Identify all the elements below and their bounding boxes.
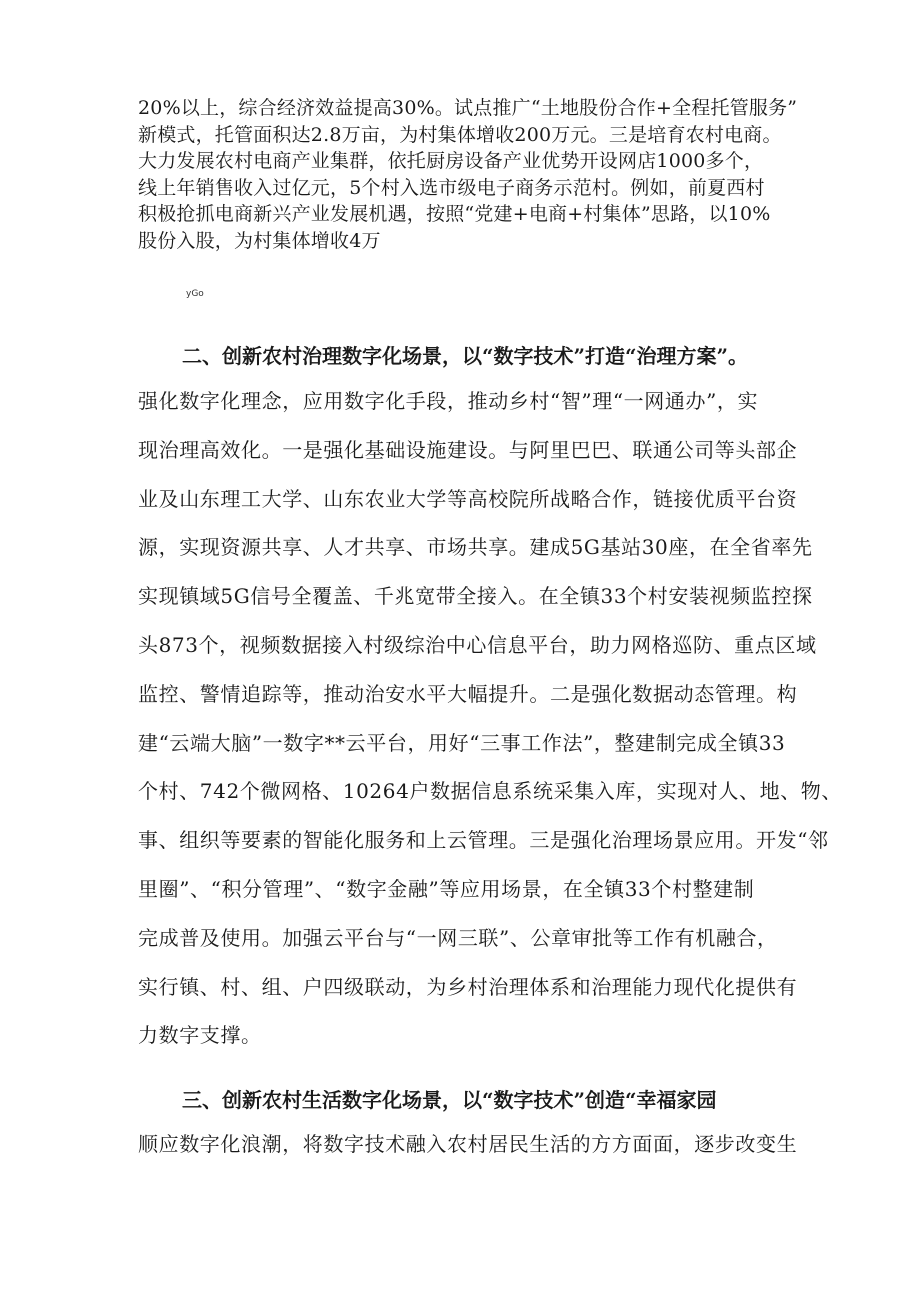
text-line: 现治理高效化。一是强化基础设施建设。与阿里巴巴、联通公司等头部企: [138, 437, 798, 462]
text-line: 头873个，视频数据接入村级综治中心信息平台，助力网格巡防、重点区域: [138, 632, 817, 657]
text-line: 股份入股，为村集体增收4万: [138, 229, 381, 252]
text-line: 个村、742个微网格、10264户数据信息系统采集入库，实现对人、地、物、: [138, 779, 842, 804]
text-line: 源，实现资源共享、人才共享、市场共享。建成5G基站30座，在全省率先: [138, 535, 813, 560]
text-line: 顺应数字化浪潮，将数字技术融入农村居民生活的方方面面，逐步改变生: [138, 1132, 798, 1156]
section-heading-2: 二、创新农村治理数字化场景，以“数字技术”打造“治理方案”。: [182, 344, 749, 368]
text-line: 建“云端大脑”一数字**云平台，用好“三事工作法”，整建制完成全镇33: [138, 730, 786, 755]
paragraph-continued: [138, 95, 798, 254]
text-line: 实行镇、村、组、户四级联动，为乡村治理体系和治理能力现代化提供有: [138, 974, 798, 999]
section-heading-3: 三、创新农村生活数字化场景，以“数字技术”创造“幸福家园: [182, 1088, 717, 1112]
paragraph-section-2: [138, 377, 842, 1060]
text-line: 业及山东理工大学、山东农业大学等高校院所战略合作，链接优质平台资: [138, 486, 798, 511]
text-line: 积极抢抓电商新兴产业发展机遇，按照“党建+电商+村集体”思路，以10%: [138, 203, 771, 225]
text-line: 实现镇域5G信号全覆盖、千兆宽带全接入。在全镇33个村安装视频监控探: [138, 584, 813, 609]
text-line: 强化数字化理念，应用数字化手段，推动乡村“智”理“一网通办”，实: [138, 389, 759, 413]
text-line: 20%以上，综合经济效益提高30%。试点推广“土地股份合作+全程托管服务”: [138, 97, 798, 119]
stray-text-artifact: yGo: [186, 289, 204, 299]
text-line: 新模式，托管面积达2.8万亩，为村集体增收200万元。三是培育农村电商。: [138, 123, 782, 146]
text-line: 里圈”、“积分管理”、“数字金融”等应用场景，在全镇33个村整建制: [138, 876, 755, 901]
text-line: 监控、警情追踪等，推动治安水平大幅提升。二是强化数据动态管理。构: [138, 681, 798, 706]
text-line: 力数字支撑。: [138, 1023, 262, 1048]
paragraph-section-3: [138, 1120, 798, 1169]
text-line: 线上年销售收入过亿元，5个村入选市级电子商务示范村。例如，前夏西村: [138, 176, 765, 199]
text-line: 事、组织等要素的智能化服务和上云管理。三是强化治理场景应用。开发“邻: [138, 828, 829, 853]
text-line: 大力发展农村电商产业集群，依托厨房设备产业优势开设网店1000多个，: [138, 150, 764, 172]
text-line: 完成普及使用。加强云平台与“一网三联”、公章审批等工作有机融合，: [138, 925, 778, 950]
